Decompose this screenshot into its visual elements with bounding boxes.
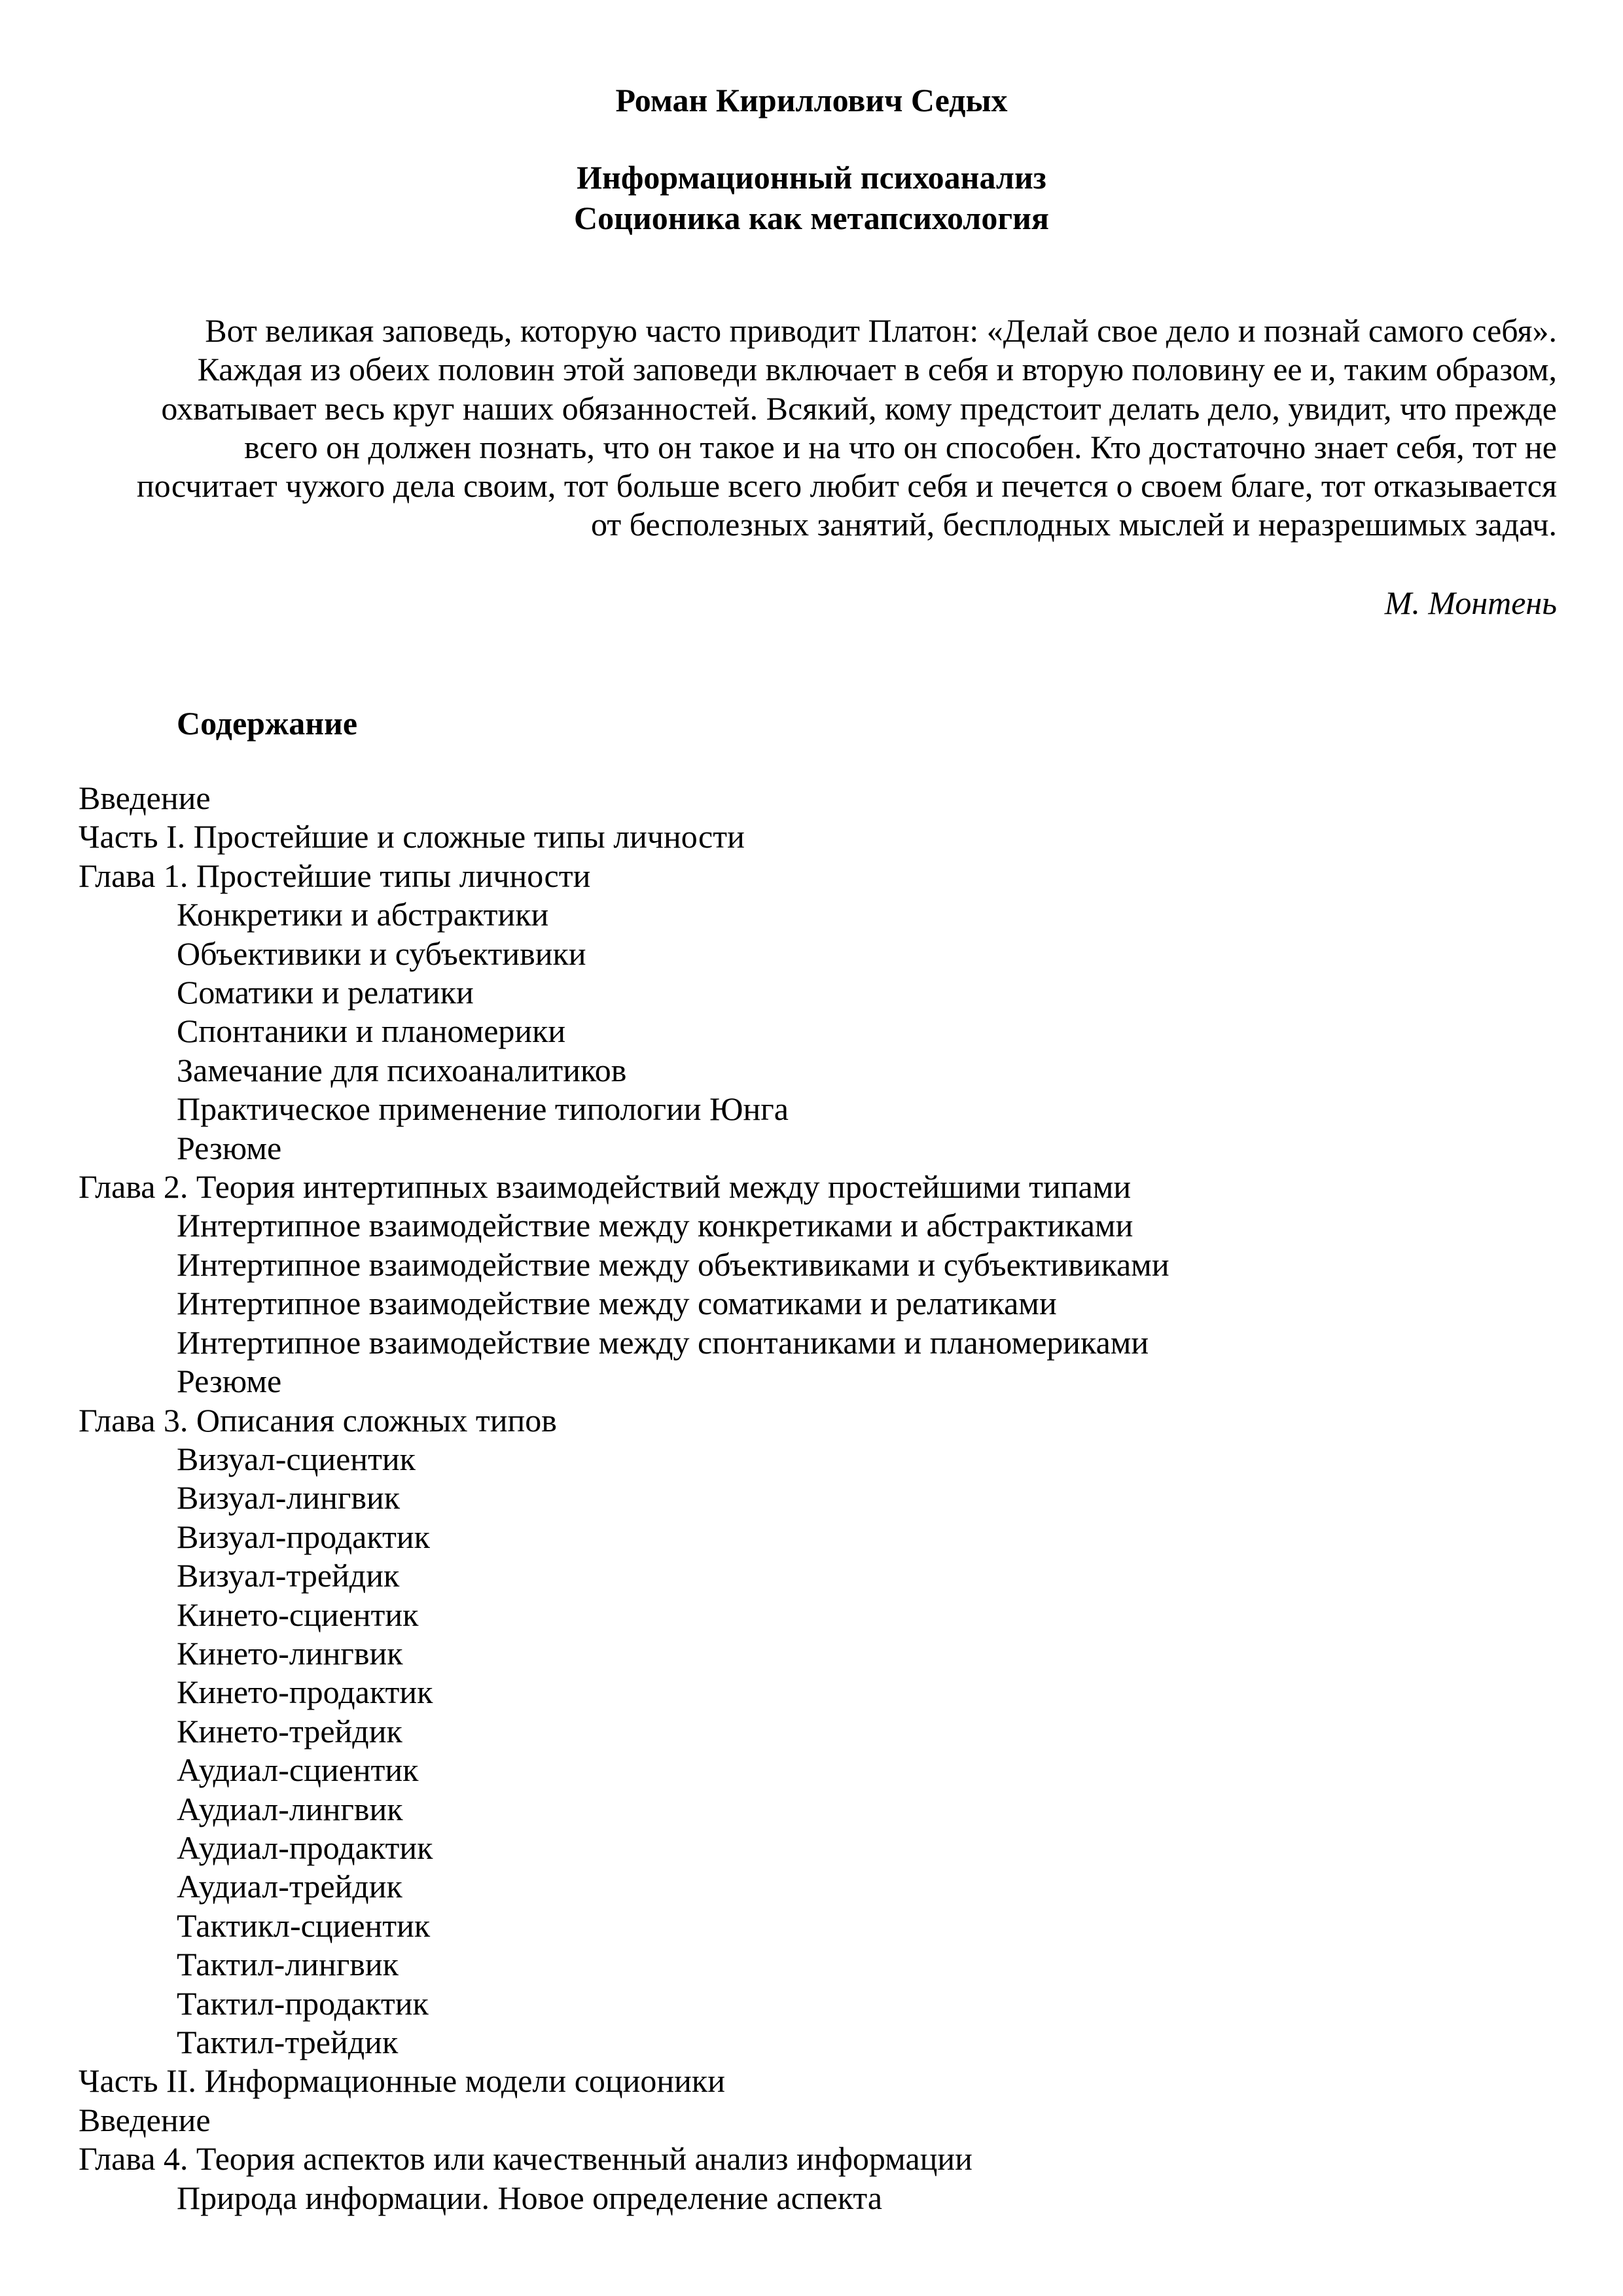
table-of-contents (79, 779, 1169, 2217)
toc-subitem: Замечание для психоаналитиков (177, 1051, 627, 1088)
epigraph-line: Каждая из обеих половин этой заповеди включает в себя и вторую половину ее и, таким образом, (197, 351, 1557, 388)
toc-subitem: Природа информации. Новое определение аспекта (177, 2179, 883, 2216)
toc-subitem: Тактил-лингвик (177, 1946, 399, 1983)
toc-item: Глава 1. Простейшие типы личности (79, 857, 591, 894)
toc-subitem: Визуал-трейдик (177, 1557, 400, 1594)
toc-item: Часть I. Простейшие и сложные типы личности (79, 818, 745, 855)
toc-subitem: Соматики и релатики (177, 974, 474, 1011)
epigraph-attribution: М. Монтень (1384, 584, 1557, 621)
toc-subitem: Интертипное взаимодействие между конкретиками и абстрактиками (177, 1207, 1133, 1244)
toc-item: Введение (79, 2101, 211, 2138)
toc-subitem: Кинето-лингвик (177, 1634, 403, 1672)
toc-heading: Содержание (177, 705, 358, 742)
toc-subitem: Визуал-лингвик (177, 1479, 401, 1516)
book-title: Информационный психоанализ (577, 159, 1046, 196)
toc-subitem: Визуал-сциентик (177, 1440, 416, 1477)
toc-subitem: Визуал-продактик (177, 1518, 430, 1555)
toc-subitem: Интертипное взаимодействие между спонтаниками и планомериками (177, 1323, 1149, 1361)
author-name: Роман Кириллович Седых (615, 82, 1008, 118)
toc-subitem: Аудиал-трейдик (177, 1868, 402, 1905)
epigraph-line: всего он должен познать, что он такое и на что он способен. Кто достаточно знает себя, тот не (244, 428, 1557, 465)
toc-item: Глава 2. Теория интертипных взаимодействий между простейшими типами (79, 1168, 1132, 1206)
toc-subitem: Тактил-трейдик (177, 2024, 399, 2060)
epigraph-line: посчитает чужого дела своим, тот больше всего любит себя и печется о своем благе, тот отказывается (136, 467, 1557, 505)
toc-subitem: Тактикл-сциентик (177, 1907, 431, 1944)
epigraph (137, 312, 1557, 545)
toc-item: Часть II. Информационные модели соционики (79, 2062, 725, 2100)
toc-subitem: Аудиал-продактик (177, 1829, 433, 1866)
epigraph-line: охватывает весь круг наших обязанностей. Всякий, кому предстоит делать дело, увидит, что прежде (161, 389, 1557, 427)
toc-subitem: Аудиал-сциентик (177, 1751, 419, 1789)
title-block (0, 157, 1623, 238)
toc-subitem: Объективики и субъективики (177, 935, 586, 972)
toc-subitem: Интертипное взаимодействие между соматиками и релатиками (177, 1285, 1057, 1322)
epigraph-line: Вот великая заповедь, которую часто приводит Платон: «Делай свое дело и познай самого себя». (205, 312, 1557, 349)
toc-item: Глава 3. Описания сложных типов (79, 1401, 557, 1439)
toc-subitem: Кинето-сциентик (177, 1596, 419, 1633)
book-subtitle: Соционика как метапсихология (574, 200, 1049, 236)
toc-subitem: Конкретики и абстрактики (177, 896, 549, 933)
toc-subitem: Кинето-продактик (177, 1674, 433, 1711)
toc-subitem: Резюме (177, 1363, 282, 1400)
toc-subitem: Спонтаники и планомерики (177, 1013, 566, 1050)
toc-subitem: Резюме (177, 1129, 282, 1166)
toc-subitem: Практическое применение типологии Юнга (177, 1090, 789, 1128)
toc-item: Введение (79, 780, 211, 816)
toc-subitem: Аудиал-лингвик (177, 1790, 403, 1827)
epigraph-line: от бесполезных занятий, бесплодных мыслей и неразрешимых задач. (591, 506, 1557, 543)
toc-subitem: Интертипное взаимодействие между объективиками и субъективиками (177, 1246, 1169, 1283)
toc-item: Глава 4. Теория аспектов или качественный анализ информации (79, 2140, 972, 2178)
toc-subitem: Кинето-трейдик (177, 1712, 402, 1749)
toc-subitem: Тактил-продактик (177, 1984, 429, 2022)
